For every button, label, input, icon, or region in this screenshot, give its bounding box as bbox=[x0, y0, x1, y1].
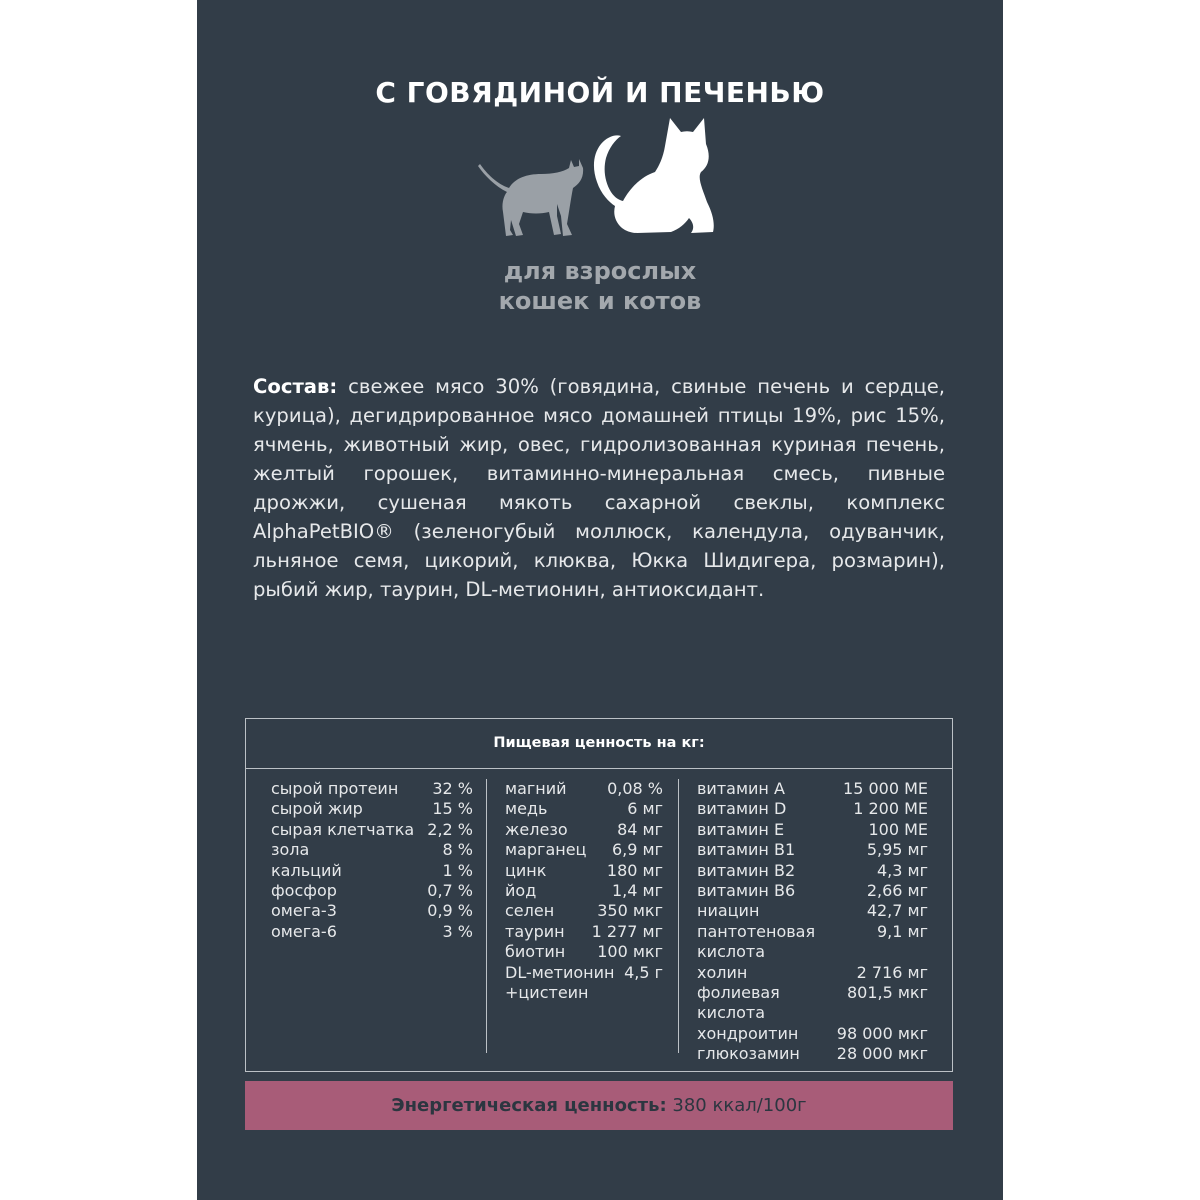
nutrient-value: 32 % bbox=[432, 779, 473, 798]
nutrient-value: 0,08 % bbox=[607, 779, 663, 798]
nutrient-row bbox=[271, 881, 473, 901]
nutrient-value: 9,1 мг bbox=[876, 921, 928, 941]
nutrient-row bbox=[271, 779, 473, 799]
nutrient-row bbox=[697, 881, 928, 901]
nutrient-row bbox=[697, 983, 928, 1003]
column-divider bbox=[678, 779, 679, 1053]
nutrient-name: медь bbox=[505, 799, 548, 819]
composition-label: Состав: bbox=[253, 375, 338, 398]
nutrient-row bbox=[271, 922, 473, 942]
nutrient-name: кислота bbox=[697, 942, 765, 962]
nutrient-row bbox=[697, 1003, 928, 1023]
nutrient-row bbox=[505, 861, 663, 881]
nutrient-row bbox=[697, 840, 928, 860]
nutrition-title: Пищевая ценность на кг: bbox=[493, 735, 705, 751]
nutrient-name: селен bbox=[505, 901, 555, 921]
nutrition-table bbox=[245, 718, 953, 1072]
package-panel bbox=[197, 0, 1003, 1200]
nutrient-row bbox=[505, 881, 663, 901]
nutrient-row bbox=[697, 942, 928, 962]
nutrient-name: таурин bbox=[505, 921, 565, 941]
nutrient-row bbox=[697, 799, 928, 819]
nutrient-row bbox=[697, 901, 928, 921]
nutrient-value: 801,5 мкг bbox=[846, 982, 928, 1002]
nutrient-value: 1 200 МЕ bbox=[853, 799, 928, 819]
nutrient-row bbox=[505, 963, 663, 983]
nutrient-name: кальций bbox=[271, 860, 342, 880]
nutrient-value: 350 мкг bbox=[597, 901, 663, 921]
nutrient-name: витамин А bbox=[697, 779, 785, 798]
nutrient-row bbox=[697, 922, 928, 942]
nutrient-name: магний bbox=[505, 779, 567, 798]
cats-illustration bbox=[475, 112, 725, 242]
small-cat-silhouette-icon bbox=[478, 159, 583, 236]
product-title: С ГОВЯДИНОЙ И ПЕЧЕНЬЮ bbox=[375, 76, 825, 109]
nutrient-name: глюкозамин bbox=[697, 1044, 800, 1064]
nutrient-name: +цистеин bbox=[505, 982, 589, 1002]
nutrient-row bbox=[505, 983, 663, 1003]
nutrient-name: сырой жир bbox=[271, 799, 363, 819]
nutrient-row bbox=[271, 861, 473, 881]
nutrient-row bbox=[697, 1024, 928, 1044]
nutrient-name: сырой протеин bbox=[271, 779, 399, 798]
column-divider bbox=[486, 779, 487, 1053]
nutrient-row bbox=[697, 779, 928, 799]
nutrient-row bbox=[697, 963, 928, 983]
nutrient-value: 100 МЕ bbox=[868, 819, 928, 839]
subtitle-line-1: для взрослых bbox=[503, 257, 697, 285]
energy-value: 380 ккал/100г bbox=[666, 1095, 807, 1116]
nutrient-name: витамин B6 bbox=[697, 880, 796, 900]
nutrition-column-2 bbox=[505, 779, 663, 1003]
nutrient-name: хондроитин bbox=[697, 1023, 799, 1043]
nutrient-value: 1,4 мг bbox=[611, 880, 663, 900]
nutrient-name: витамин D bbox=[697, 799, 787, 819]
nutrient-value: 180 мг bbox=[606, 860, 663, 880]
nutrient-name: зола bbox=[271, 840, 310, 860]
nutrient-value: 6 мг bbox=[627, 799, 663, 819]
nutrient-name: омега-6 bbox=[271, 921, 337, 941]
nutrient-name: кислота bbox=[697, 1003, 765, 1023]
nutrient-name: витамин Е bbox=[697, 819, 785, 839]
subtitle-line-2: кошек и котов bbox=[498, 287, 702, 315]
nutrient-value: 4,5 г bbox=[624, 962, 663, 982]
nutrient-name: марганец bbox=[505, 840, 587, 860]
nutrient-name: витамин B1 bbox=[697, 840, 796, 860]
nutrition-column-3 bbox=[697, 779, 928, 1064]
nutrient-value: 8 % bbox=[442, 840, 473, 860]
nutrient-value: 4,3 мг bbox=[876, 860, 928, 880]
nutrient-name: биотин bbox=[505, 942, 566, 962]
nutrient-name: омега-3 bbox=[271, 901, 337, 921]
nutrient-name: DL-метионин bbox=[505, 962, 615, 982]
nutrient-value: 42,7 мг bbox=[866, 901, 928, 921]
nutrient-row bbox=[271, 840, 473, 860]
nutrient-row bbox=[505, 779, 663, 799]
nutrient-row bbox=[697, 861, 928, 881]
nutrient-value: 2,66 мг bbox=[866, 880, 928, 900]
nutrient-value: 6,9 мг bbox=[611, 840, 663, 860]
nutrient-name: фолиевая bbox=[697, 982, 780, 1002]
composition-text bbox=[253, 372, 945, 604]
nutrient-value: 15 000 МЕ bbox=[843, 779, 928, 798]
nutrition-column-1 bbox=[271, 779, 473, 942]
nutrient-value: 2 716 мг bbox=[856, 962, 928, 982]
nutrient-name: ниацин bbox=[697, 901, 760, 921]
nutrient-name: железо bbox=[505, 819, 568, 839]
nutrient-value: 3 % bbox=[442, 921, 473, 941]
nutrient-name: пантотеновая bbox=[697, 921, 816, 941]
nutrient-row bbox=[505, 799, 663, 819]
composition-body: свежее мясо 30% (говядина, свиные печень и сердце, курица), дегидрированное мясо домашней птицы 19%, рис 15%, ячмень, животный жир, овес, гидролизованная куриная печень, желтый горошек, витаминно-минеральная смесь, пивные дрожжи, сушеная мякоть сахарной свеклы, комплекс AlphaPetBIO® (зеленогубый моллюск, календула, одуванчик, льняное семя, цикорий, клюква, Юкка Шидигера, розмарин), рыбий жир, таурин, DL-метионин, антиоксидант. bbox=[253, 375, 945, 601]
nutrient-row bbox=[697, 1044, 928, 1064]
nutrient-row bbox=[271, 901, 473, 921]
nutrient-row bbox=[505, 901, 663, 921]
energy-label: Энергетическая ценность: bbox=[391, 1095, 667, 1116]
nutrient-value: 84 мг bbox=[617, 819, 663, 839]
nutrient-value: 98 000 мкг bbox=[836, 1023, 928, 1043]
nutrient-row bbox=[505, 922, 663, 942]
nutrient-row bbox=[505, 840, 663, 860]
nutrition-divider bbox=[246, 768, 952, 769]
nutrient-name: сырая клетчатка bbox=[271, 819, 415, 839]
nutrient-row bbox=[505, 820, 663, 840]
nutrient-name: холин bbox=[697, 962, 748, 982]
nutrient-value: 1 277 мг bbox=[591, 921, 663, 941]
nutrient-value: 100 мкг bbox=[597, 942, 663, 962]
nutrient-name: цинк bbox=[505, 860, 547, 880]
large-cat-silhouette-icon bbox=[594, 118, 714, 233]
nutrient-row bbox=[271, 799, 473, 819]
nutrient-value: 2,2 % bbox=[427, 819, 473, 839]
nutrient-name: фосфор bbox=[271, 880, 337, 900]
nutrient-value: 15 % bbox=[432, 799, 473, 819]
nutrient-row bbox=[271, 820, 473, 840]
nutrient-row bbox=[505, 942, 663, 962]
nutrient-value: 0,7 % bbox=[427, 880, 473, 900]
energy-value-bar bbox=[245, 1081, 953, 1130]
nutrient-value: 0,9 % bbox=[427, 901, 473, 921]
nutrient-name: витамин B2 bbox=[697, 860, 796, 880]
nutrient-value: 1 % bbox=[442, 860, 473, 880]
audience-subtitle bbox=[197, 256, 1003, 316]
nutrient-value: 28 000 мкг bbox=[836, 1044, 928, 1064]
nutrient-name: йод bbox=[505, 880, 537, 900]
nutrient-row bbox=[697, 820, 928, 840]
nutrient-value: 5,95 мг bbox=[866, 840, 928, 860]
